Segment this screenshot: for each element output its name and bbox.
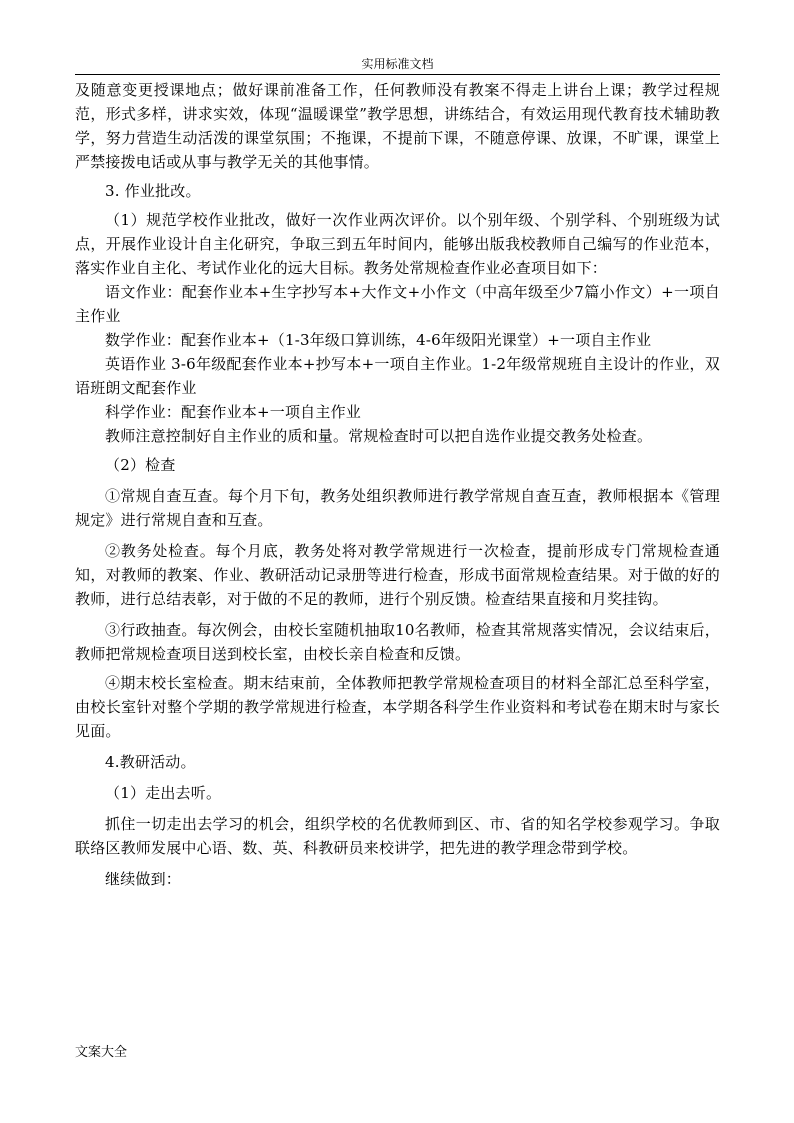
page-header: 实用标准文档: [361, 57, 434, 71]
paragraph-continue: 继续做到：: [105, 870, 182, 888]
header-rule: [75, 74, 720, 75]
paragraph-classroom-rules: 及随意变更授课地点；做好课前准备工作，任何教师没有教案不得走上讲台上课；教学过程规范，形式多样，讲求实效，体现“温暖课堂”教学思想，讲练结合，有效运用现代教育技术辅助教学，努力营造生动活泼的课堂氛围；不拖课，不提前下课，不随意停课、放课，不旷课，课堂上严禁接拨电话或从事与教学无关的其他事情。: [75, 81, 720, 171]
heading-inspection: （2）检查: [105, 456, 176, 474]
page-footer: 文案大全: [75, 1045, 128, 1060]
heading-homework-correction: 3. 作业批改。: [105, 182, 201, 200]
document-body: [75, 78, 720, 891]
heading-go-out-listen: （1）走出去听。: [105, 784, 222, 802]
paragraph-chinese-homework: 语文作业：配套作业本+生字抄写本+大作文+小作文（中高年级至少7篇小作文）+一项自主作业: [75, 283, 720, 325]
paragraph-math-homework: 数学作业：配套作业本+（1-3年级口算训练，4-6年级阳光课堂）+一项自主作业: [105, 331, 652, 349]
paragraph-self-check: ①常规自查互查。每个月下旬，教务处组织教师进行教学常规自查互查，教师根据本《管理规定》进行常规自查和互查。: [75, 487, 720, 529]
paragraph-english-homework: 英语作业 3-6年级配套作业本+抄写本+一项自主作业。1-2年级常规班自主设计的作业，双语班朗文配套作业: [75, 355, 720, 397]
paragraph-learning-opportunities: 抓住一切走出去学习的机会，组织学校的名优教师到区、市、省的知名学校参观学习。争取联络区教师发展中心语、数、英、科教研员来校讲学，把先进的教学理念带到学校。: [75, 815, 720, 857]
paragraph-science-homework: 科学作业：配套作业本+一项自主作业: [105, 403, 361, 421]
paragraph-admin-check: ③行政抽查。每次例会，由校长室随机抽取10名教师，检查其常规落实情况，会议结束后，教师把常规检查项目送到校长室，由校长亲自检查和反馈。: [75, 621, 720, 663]
paragraph-homework-note: 教师注意控制好自主作业的质和量。常规检查时可以把自选作业提交教务处检查。: [105, 427, 653, 445]
paragraph-final-check: ④期末校长室检查。期末结束前，全体教师把教学常规检查项目的材料全部汇总至科学室，由校长室针对整个学期的教学常规进行检查，本学期各科学生作业资料和考试卷在期末时与家长见面。: [75, 674, 720, 740]
paragraph-office-check: ②教务处检查。每个月底，教务处将对教学常规进行一次检查，提前形成专门常规检查通知，对教师的教案、作业、教研活动记录册等进行检查，形成书面常规检查结果。对于做的好的教师，进行总结表彰，对于做的不足的教师，进行个别反馈。检查结果直接和月奖挂钩。: [75, 542, 720, 608]
paragraph-homework-standard: （1）规范学校作业批改，做好一次作业两次评价。以个别年级、个别学科、个别班级为试点，开展作业设计自主化研究，争取三到五年时间内，能够出版我校教师自己编写的作业范本，落实作业自主化、考试作业化的远大目标。教务处常规检查作业必查项目如下：: [75, 211, 720, 277]
heading-research-activities: 4.教研活动。: [105, 753, 196, 771]
